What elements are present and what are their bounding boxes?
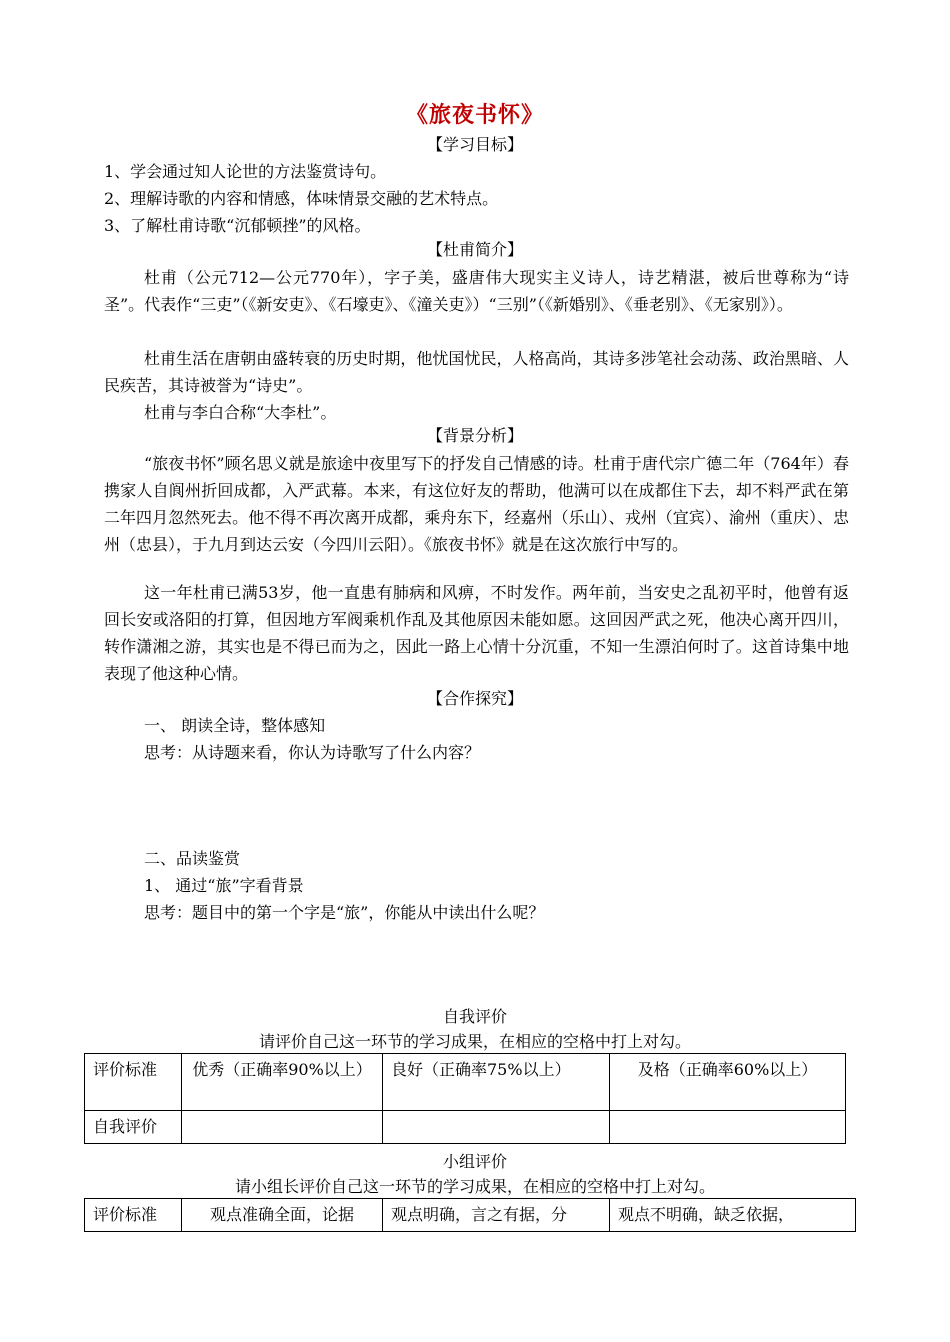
section-heading-intro: 【杜甫简介】 xyxy=(426,240,523,259)
explore-part1-question: 思考：从诗题来看，你认为诗歌写了什么内容？ xyxy=(144,743,481,762)
self-eval-cell-pass[interactable] xyxy=(610,1111,846,1144)
document-title: 《旅夜书怀》 xyxy=(405,102,544,128)
self-eval-table xyxy=(84,1053,846,1144)
background-paragraph-2: 这一年杜甫已满53岁，他一直患有肺病和风痹，不时发作。两年前，当安史之乱初平时，他曾有返回长安或洛阳的打算，但因地方军阀乘机作乱及其他原因未能如愿。这回因严武之死，他决心离开四川，转作潇湘之游，其实也是不得已而为之，因此一路上心情十分沉重，不知一生漂泊何时了。这首诗集中地表现了他这种心情。 xyxy=(104,583,849,683)
group-eval-header-pass: 观点不明确，缺乏依据， xyxy=(610,1199,856,1232)
goal-item-3: 3、了解杜甫诗歌“沉郁顿挫”的风格。 xyxy=(104,216,371,235)
self-eval-title: 自我评价 xyxy=(442,1007,507,1026)
self-eval-header-good: 良好（正确率75%以上） xyxy=(383,1054,610,1111)
goal-item-1: 1、学会通过知人论世的方法鉴赏诗句。 xyxy=(104,162,387,181)
explore-part2-question: 思考：题目中的第一个字是“旅”，你能从中读出什么呢？ xyxy=(144,903,545,922)
group-eval-table xyxy=(84,1198,856,1232)
group-eval-header-criteria: 评价标准 xyxy=(85,1199,182,1232)
group-eval-title: 小组评价 xyxy=(442,1152,507,1171)
self-eval-cell-excellent[interactable] xyxy=(182,1111,383,1144)
group-eval-header-excellent: 观点准确全面，论据 xyxy=(182,1199,383,1232)
section-heading-background: 【背景分析】 xyxy=(426,426,523,445)
intro-paragraph-2: 杜甫生活在唐朝由盛转衰的历史时期，他忧国忧民，人格高尚，其诗多涉笔社会动荡、政治黑暗、人民疾苦，其诗被誉为“诗史”。 xyxy=(104,349,849,395)
self-eval-row-label: 自我评价 xyxy=(85,1111,182,1144)
self-eval-instruction: 请评价自己这一环节的学习成果，在相应的空格中打上对勾。 xyxy=(258,1032,691,1051)
self-eval-header-row xyxy=(85,1054,846,1111)
section-heading-explore: 【合作探究】 xyxy=(426,689,523,708)
background-paragraph-1: “旅夜书怀”顾名思义就是旅途中夜里写下的抒发自己情感的诗。杜甫于唐代宗广德二年（764年）春携家人自阆州折回成都，入严武幕。本来，有这位好友的帮助，他满可以在成都住下去，却不料严武在第二年四月忽然死去。他不得不再次离开成都，乘舟东下，经嘉州（乐山）、戎州（宜宾）、渝州（重庆）、忠州（忠县），于九月到达云安（今四川云阳）。《旅夜书怀》就是在这次旅行中写的。 xyxy=(104,454,849,554)
group-eval-instruction: 请小组长评价自己这一环节的学习成果，在相应的空格中打上对勾。 xyxy=(234,1177,715,1196)
self-eval-header-pass: 及格（正确率60%以上） xyxy=(610,1054,846,1111)
explore-part2-title: 二、品读鉴赏 xyxy=(144,849,241,868)
intro-paragraph-3: 杜甫与李白合称“大李杜”。 xyxy=(144,403,337,422)
explore-part2-subtitle: 1、 通过“旅”字看背景 xyxy=(144,876,304,895)
self-eval-header-excellent: 优秀（正确率90%以上） xyxy=(182,1054,383,1111)
intro-paragraph-1: 杜甫（公元712—公元770年），字子美，盛唐伟大现实主义诗人，诗艺精湛，被后世尊称为“诗圣”。代表作“三吏”（《新安吏》、《石壕吏》、《潼关吏》）“三别”（《新婚别》、《垂老别》、《无家别》）。 xyxy=(104,268,849,314)
group-eval-header-row xyxy=(85,1199,856,1232)
group-eval-header-good: 观点明确，言之有据，分 xyxy=(383,1199,610,1232)
self-eval-row xyxy=(85,1111,846,1144)
self-eval-header-criteria: 评价标准 xyxy=(85,1054,182,1111)
explore-part1-title: 一、 朗读全诗，整体感知 xyxy=(144,716,326,735)
section-heading-goals: 【学习目标】 xyxy=(426,135,523,154)
self-eval-cell-good[interactable] xyxy=(383,1111,610,1144)
goal-item-2: 2、理解诗歌的内容和情感，体味情景交融的艺术特点。 xyxy=(104,189,499,208)
